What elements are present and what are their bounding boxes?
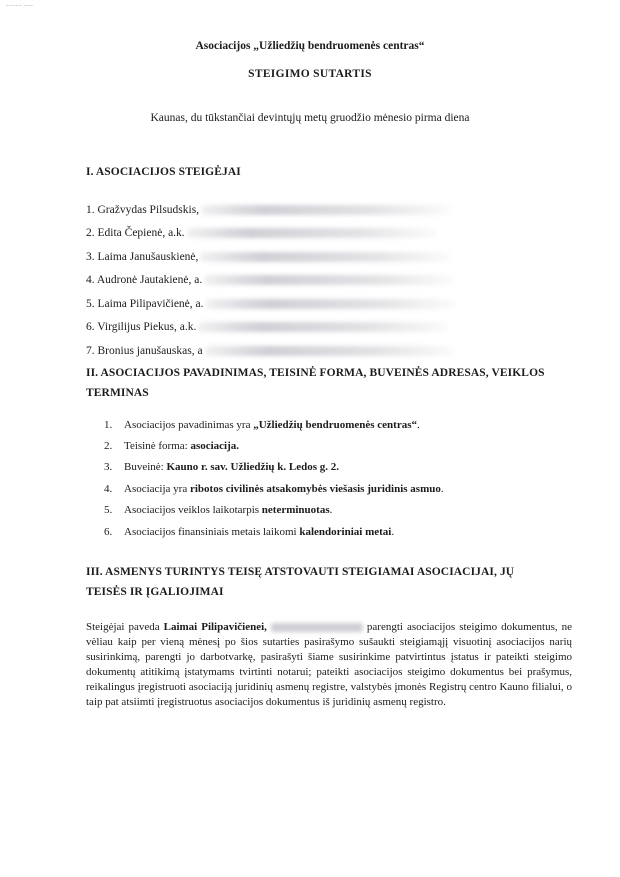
founder-name: 2. Edita Čepienė, a.k. bbox=[86, 227, 185, 240]
top-left-scribble: ~~~~~ ~~~ bbox=[6, 4, 34, 9]
term-number: 2. bbox=[104, 440, 113, 453]
redaction-blur bbox=[200, 252, 450, 262]
term-text: Asociacijos finansiniais metais laikomi bbox=[124, 525, 297, 538]
term-item bbox=[104, 457, 444, 478]
founder-name: 7. Bronius janušauskas, a bbox=[86, 344, 203, 357]
place-and-date: Kaunas, du tūkstančiai devintųjų metų gruodžio mėnesio pirma diena bbox=[150, 112, 470, 124]
heading-line: TEISĖS IR ĮGALIOJIMAI bbox=[86, 586, 224, 598]
term-item bbox=[104, 414, 444, 435]
term-value: Kauno r. sav. Užliedžių k. Ledos g. 2. bbox=[166, 461, 340, 474]
term-number: 4. bbox=[104, 482, 113, 495]
terms-list bbox=[104, 414, 444, 542]
term-text: Buveinė: bbox=[124, 461, 164, 474]
redaction-blur bbox=[187, 228, 437, 238]
term-text: Asociacijos pavadinimas yra bbox=[124, 418, 251, 431]
term-text: Teisinė forma: bbox=[124, 440, 188, 453]
redaction-blur bbox=[201, 205, 451, 215]
document-type: STEIGIMO SUTARTIS bbox=[248, 68, 372, 80]
term-number: 3. bbox=[104, 461, 113, 474]
redaction-blur bbox=[271, 623, 363, 632]
section-founders-heading: I. ASOCIACIJOS STEIGĖJAI bbox=[86, 166, 241, 178]
founder-item bbox=[86, 198, 456, 222]
term-item bbox=[104, 435, 444, 456]
term-tail: . bbox=[440, 482, 444, 495]
redaction-blur bbox=[198, 322, 448, 332]
term-value: kalendoriniai metai bbox=[299, 525, 392, 538]
founder-item bbox=[86, 245, 456, 269]
paragraph-start: Steigėjai paveda bbox=[86, 621, 164, 633]
term-text: Asociacijos veiklos laikotarpis bbox=[124, 504, 260, 517]
heading-line: II. ASOCIACIJOS PAVADINIMAS, TEISINĖ FORMA, BUVEINĖS ADRESAS, VEIKLOS bbox=[86, 367, 545, 379]
founders-list bbox=[86, 198, 456, 363]
term-tail: . bbox=[329, 504, 333, 517]
founder-name: 4. Audronė Jautakienė, a. bbox=[86, 274, 203, 287]
term-number: 6. bbox=[104, 525, 113, 538]
founder-name: 6. Virgilijus Piekus, a.k. bbox=[86, 321, 197, 334]
term-item bbox=[104, 500, 444, 521]
founder-item bbox=[86, 316, 456, 340]
founder-item bbox=[86, 222, 456, 246]
section-representation-heading bbox=[86, 562, 576, 602]
term-item bbox=[104, 521, 444, 542]
founder-name: 5. Laima Pilipavičienė, a. bbox=[86, 297, 204, 310]
term-value: ribotos civilinės atsakomybės viešasis juridinis asmuo bbox=[189, 482, 441, 495]
representation-paragraph bbox=[86, 620, 572, 710]
redaction-blur bbox=[206, 299, 456, 309]
term-text: Asociacija yra bbox=[124, 482, 188, 495]
representative-name: Laimai Pilipavičienei, bbox=[163, 621, 267, 633]
term-tail: . bbox=[416, 418, 420, 431]
founder-name: 3. Laima Janušauskienė, bbox=[86, 250, 199, 263]
heading-line: TERMINAS bbox=[86, 387, 149, 399]
redaction-blur bbox=[205, 346, 455, 356]
founder-item bbox=[86, 269, 456, 293]
term-value: asociacija. bbox=[190, 440, 240, 453]
paragraph-rest: parengti asociacijos steigimo dokumentus, ne vėliau kaip per vieną mėnesį po šios sutarties pasirašymo sušaukti steigiamąjį visuotinį asociacijos narių susirinkimą, parengti jo darbotvarkę, pasirašyti šiame susirinkime patvirtintus įstatus ir pateikti steigimo dokumentų atitikimą įstatymams tvirtinti notarui; pateikti asociacijos steigimo dokumentus bei prašymus, reikalingus įregistruoti asociaciją juridinių asmenų registre, valstybės įmonės Registrų centro Kauno filialui, o taip pat atsiimti įregistruotus asociacijos dokumentus iš juridinių asmenų registro. bbox=[86, 621, 572, 708]
term-value: „Užliedžių bendruomenės centras“ bbox=[253, 418, 417, 431]
founder-name: 1. Gražvydas Pilsudskis, bbox=[86, 203, 200, 216]
term-number: 5. bbox=[104, 504, 113, 517]
term-value: neterminuotas bbox=[261, 504, 330, 517]
term-item bbox=[104, 478, 444, 499]
redaction-blur bbox=[204, 275, 454, 285]
term-number: 1. bbox=[104, 418, 113, 431]
founder-item bbox=[86, 339, 456, 363]
founder-item bbox=[86, 292, 456, 316]
term-tail: . bbox=[391, 525, 395, 538]
heading-line: III. ASMENYS TURINTYS TEISĘ ATSTOVAUTI STEIGIAMAI ASOCIACIJAI, JŲ bbox=[86, 566, 515, 578]
section-name-form-heading bbox=[86, 363, 576, 403]
association-title: Asociacijos „Užliedžių bendruomenės centras“ bbox=[195, 40, 425, 52]
